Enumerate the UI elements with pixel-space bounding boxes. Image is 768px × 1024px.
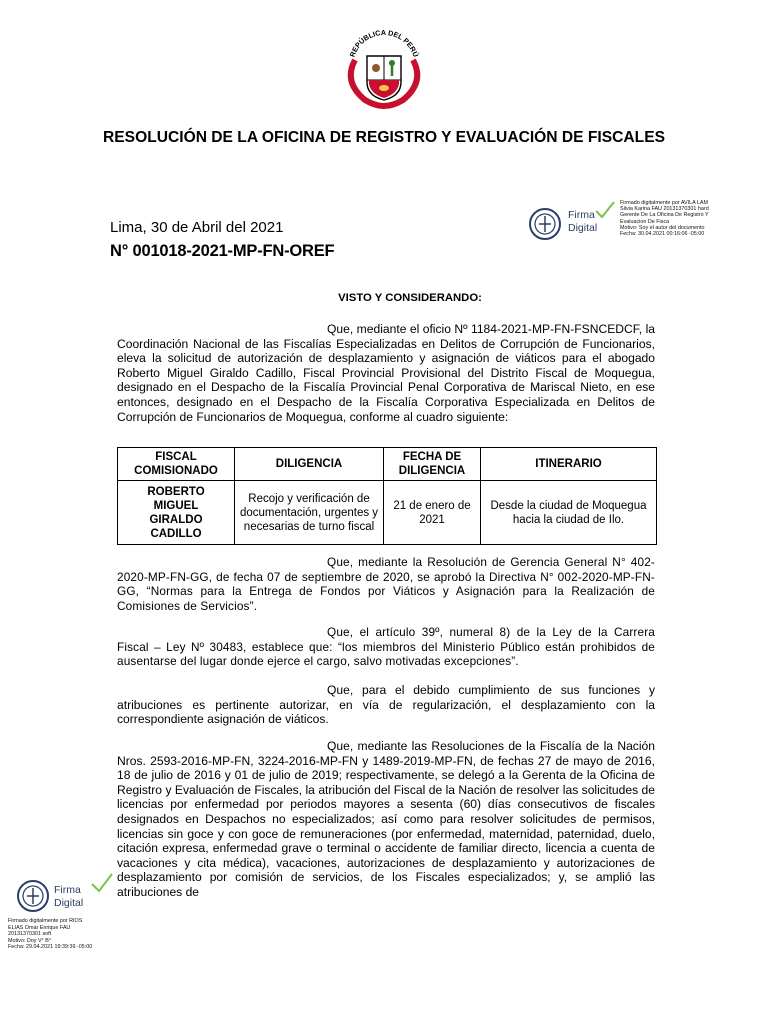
paragraph-1: Que, mediante el oficio Nº 1184-2021-MP-FN-FSNCEDCF, la Coordinación Nacional de las Fiscalías Especializadas en Delitos de Corrupción de Funcionarios, eleva la solicitud de autorización de desplazamiento y asignación de viáticos para el abogado Roberto Miguel Giraldo Cadillo, Fiscal Provincial Provisional del Distrito Fiscal de Moquegua, designado en el Despacho de la Fiscalía Provincial Penal Corporativa de Mariscal Nieto, en ese entonces, designado en el Despacho de la Fiscalía Corporativa Especializada en Delitos de Corrupción de Funcionarios de Moquegua, conforme al cuadro siguiente: <box>117 322 655 424</box>
table-header-cell: FISCAL COMISIONADO <box>118 448 235 481</box>
firma-digital-logo-icon <box>16 876 50 916</box>
document-title: RESOLUCIÓN DE LA OFICINA DE REGISTRO Y EVALUACIÓN DE FISCALES <box>103 129 665 146</box>
table-cell: Desde la ciudad de Moquegua hacia la ciudad de Ilo. <box>481 481 657 545</box>
table-header-cell: FECHA DE DILIGENCIA <box>384 448 481 481</box>
signature-bottom-details: Firmado digitalmente por RIOS ELIAS Omar Enrique FAU 20131370301 soft Motivo: Doy V° B° Fecha: 29.04.2021 19:39:39 -05:00 <box>8 918 93 951</box>
place-date: Lima, 30 de Abril del 2021 <box>110 219 284 236</box>
signature-top-details: Firmado digitalmente por AVILA LAM Silvia Karina FAU 20131370301 hard Gerente De La Oficina De Registro Y Evaluacion De Fisca Motivo: Soy el autor del documento Fecha: 30.04.2021 00:16:06 -05:00 <box>620 200 709 238</box>
table-cell: 21 de enero de 2021 <box>384 481 481 545</box>
table-row <box>118 481 657 545</box>
checkmark-icon <box>594 200 616 220</box>
table-cell: ROBERTO MIGUEL GIRALDO CADILLO <box>118 481 235 545</box>
paragraph-3: Que, el artículo 39º, numeral 8) de la Ley de la Carrera Fiscal – Ley Nº 30483, establece que: “los miembros del Ministerio Público están prohibidos de ausentarse del lugar donde ejerce el cargo, salvo motivadas excepciones”. <box>117 625 655 669</box>
paragraph-5: Que, mediante las Resoluciones de la Fiscalía de la Nación Nros. 2593-2016-MP-FN, 3224-2016-MP-FN y 1489-2019-MP-FN, de fechas 27 de mayo de 2016, 18 de julio de 2016 y 01 de julio de 2019; respectivamente, se delegó a la Gerenta de la Oficina de Registro y Evaluación de Fiscales, la atribución del Fiscal de la Nación de resolver las solicitudes de licencias por enfermedad por periodos mayores a sesenta (60) días consecutivos de fiscales designados en Despachos no especializados; así como para resolver solicitudes de permisos, licencias sin goce y con goce de remuneraciones (por enfermedad, maternidad, paternidad, duelo, citación expresa, enfermedad grave o terminal o accidente de familiar directo, licencia a cuenta de vacaciones y cita médica), vacaciones, autorizaciones de desplazamiento y autorizaciones de desplazamiento por comisión de servicios, de los Fiscales especializados; y, se amplió las atribuciones de <box>117 739 655 899</box>
table-cell: Recojo y verificación de documentación, urgentes y necesarias de turno fiscal <box>235 481 384 545</box>
checkmark-icon <box>90 872 114 894</box>
digital-label: Digital <box>568 222 598 234</box>
digital-label: Digital <box>54 897 84 909</box>
commission-table <box>117 447 657 545</box>
firma-label: Firma <box>568 209 595 221</box>
paragraph-2: Que, mediante la Resolución de Gerencia General N° 402-2020-MP-FN-GG, de fecha 07 de septiembre de 2020, se aprobó la Directiva N° 002-2020-MP-FN-GG, “Normas para la Entrega de Fondos por Viáticos y Asignación para la Realización de Comisiones de Servicios”. <box>117 555 655 613</box>
svg-text:REPÚBLICA DEL PERÚ: REPÚBLICA DEL PERÚ <box>347 27 421 59</box>
table-header-row <box>118 448 657 481</box>
table-header-cell: DILIGENCIA <box>235 448 384 481</box>
table-header-cell: ITINERARIO <box>481 448 657 481</box>
resolution-number: N° 001018-2021-MP-FN-OREF <box>110 242 335 260</box>
firma-label: Firma <box>54 884 81 896</box>
paragraph-4: Que, para el debido cumplimiento de sus funciones y atribuciones es pertinente autorizar, en vía de regularización, el desplazamiento con la correspondiente asignación de viáticos. <box>117 683 655 727</box>
firma-digital-logo-icon <box>528 204 562 244</box>
section-subtitle: VISTO Y CONSIDERANDO: <box>338 292 482 304</box>
coat-of-arms <box>335 20 433 110</box>
digital-signature-bottom <box>16 872 116 920</box>
